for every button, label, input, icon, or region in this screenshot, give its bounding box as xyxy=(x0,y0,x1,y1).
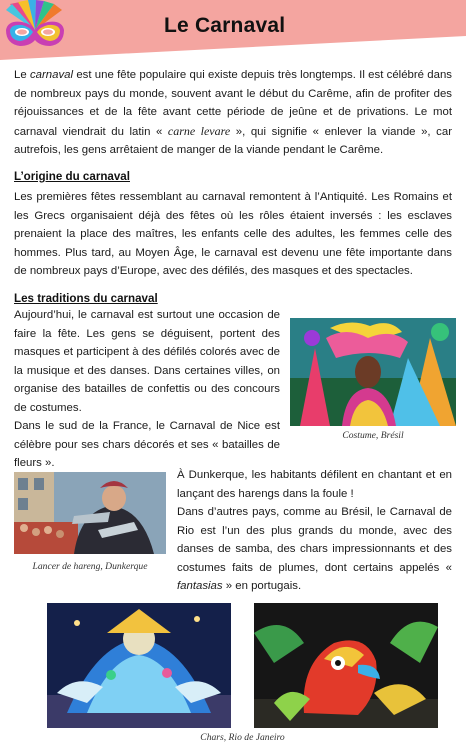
page-title: Le Carnaval xyxy=(164,14,286,37)
rio-text-3: » en portugais. xyxy=(222,580,302,593)
intro-text-1: Le xyxy=(14,69,30,81)
intro-paragraph xyxy=(14,66,452,160)
intro-text-5: », qui signifie « enlever la viande », car autrefois, les gens arrêtaient de manger de la viande pendant le Carême. xyxy=(14,125,452,157)
rio-text-1: Dans d’autres pays, comme au Brésil, le Carnaval de Rio est l’un des plus grands du monde, avec des danses de samba, des chars impressionnants et des costumes faits de plumes, dont certains appelés « xyxy=(177,506,452,574)
photo-costume-bresil xyxy=(290,318,456,426)
traditions-paragraph-nice: Dans le sud de la France, le Carnaval de Nice est célèbre pour ses chars décorés et ses « batailles de fleurs ». xyxy=(14,420,280,470)
traditions-paragraph-1: Aujourd’hui, le carnaval est surtout une occasion de faire la fête. Les gens se déguisent, portent des masques et participent à des défilés colorés avec de la musique et des danses. Dans certaines villes, on organise des batailles de confettis ou des concours de costumes. xyxy=(14,309,280,414)
photo-char-rio-2 xyxy=(254,603,438,728)
caption-costume-bresil: Costume, Brésil xyxy=(342,430,404,441)
caption-chars-rio: Chars, Rio de Janeiro xyxy=(200,732,285,743)
traditions-paragraph-dunkerque: À Dunkerque, les habitants défilent en chantant et en lançant des harengs dans la foule ! xyxy=(177,469,452,500)
rio-term-fantasias: fantasias xyxy=(177,580,223,593)
header-banner xyxy=(0,0,466,62)
intro-latin-term: carne levare xyxy=(167,123,231,138)
intro-text-3: est une fête populaire qui existe depuis très longtemps. Il est célébré dans de nombreux pays du monde, souvent avant le début du Carême, afin de profiter des réjouissances et de la fête avant cette période de jeûne et de privations. Le mot carnaval viendrait du latin « xyxy=(14,69,452,138)
photo-lancer-hareng xyxy=(14,472,166,554)
traditions-paragraph-rio xyxy=(177,503,452,596)
origin-paragraph: Les premières fêtes ressemblant au carnaval remontent à l’Antiquité. Les Romains et les Grecs organisaient déjà des fêtes où les rôles étaient inversés : les esclaves prenaient la place des maîtres, les enfants celle des adultes, les femmes celle des hommes. Plus tard, au Moyen Âge, le carnaval est devenu une fête importante dans de nombreux pays d’Europe, avec des défilés, des masques et des spectacles. xyxy=(14,191,452,278)
carnival-mask-icon xyxy=(0,0,70,60)
traditions-heading: Les traditions du carnaval xyxy=(14,292,158,305)
photo-char-rio-1 xyxy=(47,603,231,728)
origin-heading: L’origine du carnaval xyxy=(14,170,130,183)
caption-lancer-hareng: Lancer de hareng, Dunkerque xyxy=(32,561,148,572)
intro-term-carnaval: carnaval xyxy=(29,69,74,81)
